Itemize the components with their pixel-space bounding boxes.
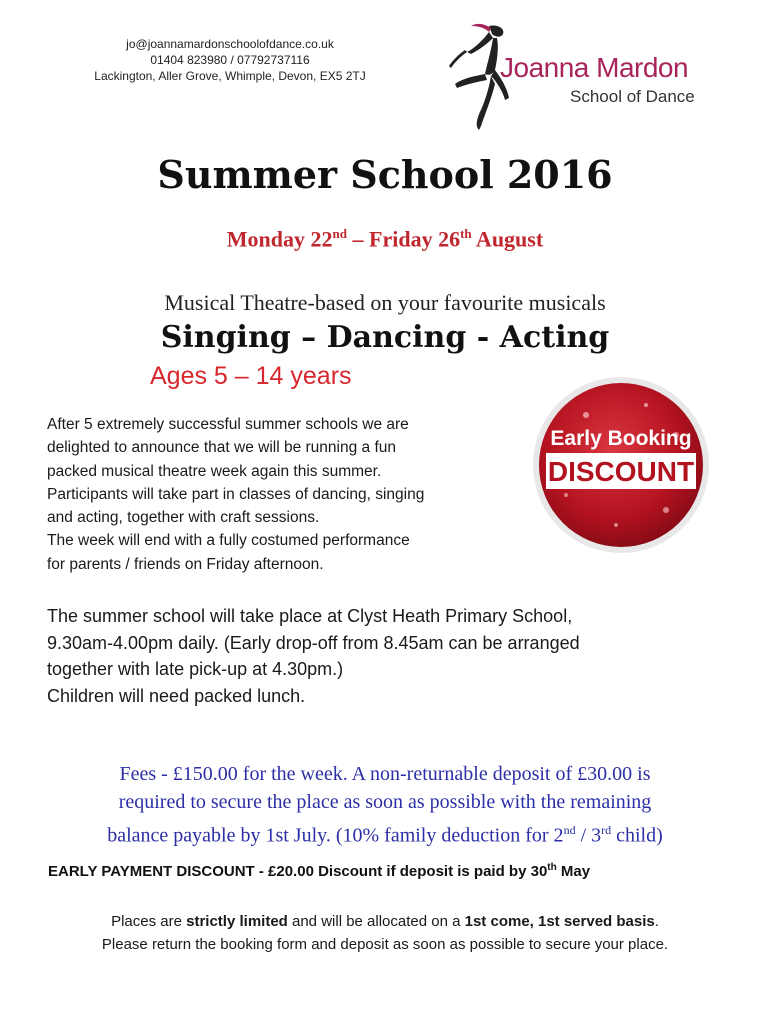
contact-address: Lackington, Aller Grove, Whimple, Devon, EX5 2TJ [94, 69, 366, 83]
logo-subtitle: School of Dance [570, 87, 695, 106]
event-ages: Ages 5 – 14 years [150, 362, 352, 390]
event-dates: Monday 22nd – Friday 26th August [226, 226, 544, 252]
venue-line: 9.30am-4.00pm daily. (Early drop-off from 8.45am can be arranged [47, 632, 580, 653]
logo-name: Joanna Mardon [500, 52, 689, 83]
badge-line2: DISCOUNT [547, 456, 695, 487]
fees-line: Fees - £150.00 for the week. A non-returnable deposit of £30.00 is [119, 763, 651, 785]
fees-paragraph [0, 760, 770, 850]
fees-line: balance payable by 1st July. (10% family deduction for 2nd / 3rd child) [107, 823, 663, 847]
contact-phone: 01404 823980 / 07792737116 [150, 53, 310, 67]
fees-line: required to secure the place as soon as possible with the remaining [118, 791, 652, 813]
event-activities: Singing – Dancing - Acting [160, 320, 610, 355]
event-subtitle: Musical Theatre-based on your favourite musicals [164, 290, 606, 315]
intro-line: delighted to announce that we will be running a fun [47, 439, 396, 457]
intro-line: The week will end with a fully costumed performance [47, 532, 410, 550]
venue-line: Children will need packed lunch. [47, 685, 306, 706]
intro-line: packed musical theatre week again this summer. [47, 462, 382, 480]
intro-line: and acting, together with craft sessions. [47, 509, 320, 527]
intro-line: After 5 extremely successful summer schools we are [47, 416, 409, 433]
intro-paragraph [47, 413, 517, 576]
early-payment-discount: EARLY PAYMENT DISCOUNT - £20.00 Discount if deposit is paid by 30th May [48, 862, 591, 880]
discount-badge-icon [526, 375, 716, 555]
intro-line: Participants will take part in classes of dancing, singing [47, 485, 425, 503]
page-title: Summer School 2016 [157, 152, 613, 197]
contact-block [50, 36, 410, 84]
venue-line: together with late pick-up at 4.30pm.) [47, 659, 344, 679]
venue-line: The summer school will take place at Clyst Heath Primary School, [47, 606, 573, 626]
contact-email[interactable]: jo@joannamardonschoolofdance.co.uk [126, 37, 334, 51]
places-line: Please return the booking form and deposit as soon as possible to secure your place. [101, 936, 669, 953]
places-notice [0, 910, 770, 956]
venue-paragraph [47, 603, 737, 709]
badge-line1: Early Booking [550, 427, 692, 450]
intro-line: for parents / friends on Friday afternoon. [47, 555, 324, 573]
places-line: Places are strictly limited and will be allocated on a 1st come, 1st served basis. [111, 913, 659, 930]
